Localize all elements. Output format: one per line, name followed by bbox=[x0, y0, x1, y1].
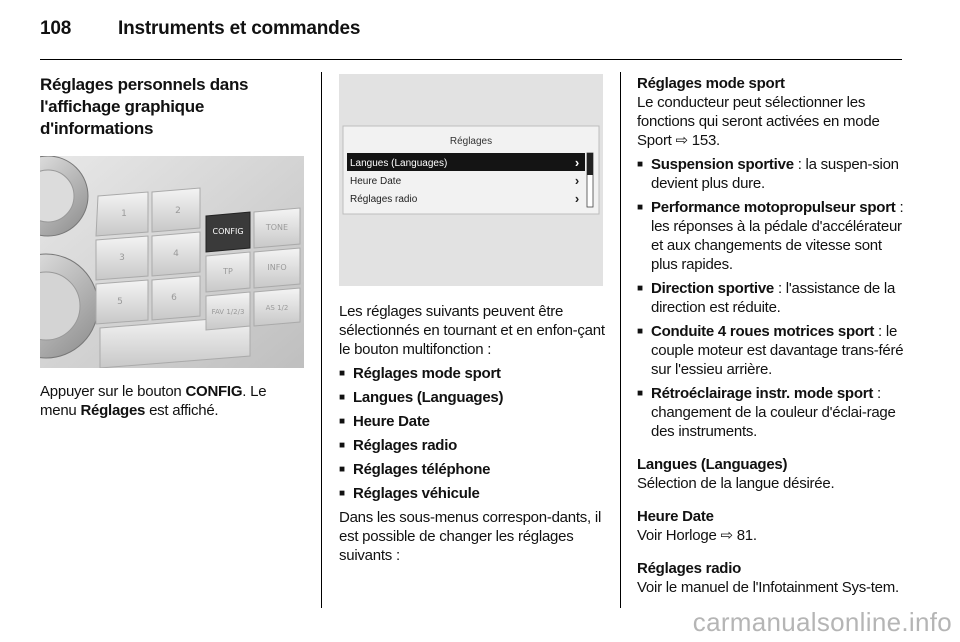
list-item: ■ Rétroéclairage instr. mode sport : changement de la couleur d'éclai-rage des instruments. bbox=[637, 384, 905, 441]
section-title bbox=[40, 74, 306, 140]
langues-section bbox=[637, 455, 905, 493]
heure-section bbox=[637, 507, 905, 545]
radio-text: Voir le manuel de l'Infotainment Sys-tem. bbox=[637, 579, 899, 596]
list-item: ■ Suspension sportive : la suspen-sion devient plus dure. bbox=[637, 155, 905, 193]
config-term: CONFIG bbox=[185, 383, 243, 400]
list-item: ■ Conduite 4 roues motrices sport : le couple moteur est davantage trans-féré sur l'essieu arrière. bbox=[637, 322, 905, 379]
preset-button-1 bbox=[96, 192, 148, 236]
tp-button bbox=[206, 252, 250, 292]
list-item: ■ Réglages mode sport bbox=[339, 364, 607, 383]
col2-intro: Les réglages suivants peuvent être sélectionnés en tournant et en enfon-çant le bouton multifonction : bbox=[339, 303, 605, 358]
langues-text: Sélection de la langue désirée. bbox=[637, 475, 835, 492]
svg-text:›: › bbox=[574, 173, 580, 188]
svg-text:FAV 1/2/3: FAV 1/2/3 bbox=[211, 308, 245, 316]
svg-text:6: 6 bbox=[171, 293, 177, 303]
chapter-title: Instruments et commandes bbox=[118, 18, 361, 39]
sport-title: Réglages mode sport bbox=[637, 75, 785, 92]
screen-scrollbar bbox=[587, 153, 593, 207]
list-item: ■ Réglages véhicule bbox=[339, 484, 607, 503]
svg-text:3: 3 bbox=[119, 253, 125, 263]
config-button bbox=[206, 212, 250, 252]
section-title-line-1: Réglages personnels dans bbox=[40, 75, 249, 94]
column-1 bbox=[40, 74, 306, 420]
preset-button-3 bbox=[96, 236, 148, 280]
reglages-term: Réglages bbox=[80, 402, 146, 419]
header-rule bbox=[40, 59, 902, 60]
list-item: ■ Réglages téléphone bbox=[339, 460, 607, 479]
preset-button-6 bbox=[152, 276, 200, 320]
heure-text: Voir Horloge ⇨ 81. bbox=[637, 527, 757, 544]
svg-text:Heure Date: Heure Date bbox=[350, 176, 402, 187]
svg-text:›: › bbox=[574, 191, 580, 206]
svg-text:CONFIG: CONFIG bbox=[212, 227, 244, 236]
column-2 bbox=[339, 74, 607, 565]
section-title-line-3: d'informations bbox=[40, 119, 154, 138]
as-button bbox=[254, 288, 300, 326]
svg-text:TONE: TONE bbox=[265, 223, 289, 232]
column-divider-2 bbox=[620, 72, 621, 608]
svg-text:5: 5 bbox=[117, 297, 123, 307]
list-item: ■ Heure Date bbox=[339, 412, 607, 431]
svg-text:TP: TP bbox=[223, 267, 233, 276]
svg-text:1: 1 bbox=[121, 209, 127, 219]
svg-text:Langues (Languages): Langues (Languages) bbox=[350, 158, 448, 169]
control-panel-illustration bbox=[40, 156, 304, 368]
list-item: ■ Direction sportive : l'assistance de la direction est réduite. bbox=[637, 279, 905, 317]
watermark: carmanualsonline.info bbox=[692, 607, 952, 637]
heure-title: Heure Date bbox=[637, 508, 714, 525]
sport-text: Le conducteur peut sélectionner les fonctions qui seront activées en mode Sport ⇨ 153. bbox=[637, 94, 880, 149]
list-item: ■ Réglages radio bbox=[339, 436, 607, 455]
screen-item-languages bbox=[347, 153, 585, 171]
page-ref-icon: ⇨ bbox=[675, 132, 688, 149]
fav-button bbox=[206, 292, 250, 330]
svg-text:INFO: INFO bbox=[267, 263, 287, 272]
preset-button-5 bbox=[96, 280, 148, 324]
tone-button bbox=[254, 208, 300, 248]
intro-paragraph: Appuyer sur le bouton CONFIG. Le menu Réglages est affiché. bbox=[40, 383, 267, 419]
svg-text:AS 1/2: AS 1/2 bbox=[265, 304, 289, 312]
radio-title: Réglages radio bbox=[637, 560, 742, 577]
svg-text:4: 4 bbox=[173, 249, 179, 259]
list-item: ■ Langues (Languages) bbox=[339, 388, 607, 407]
info-button bbox=[254, 248, 300, 288]
column-3 bbox=[637, 74, 905, 597]
langues-title: Langues (Languages) bbox=[637, 456, 788, 473]
svg-text:Réglages radio: Réglages radio bbox=[350, 194, 418, 205]
list-item: ■ Performance motopropulseur sport : les réponses à la pédale d'accélérateur et aux changements de vitesse sont plus rapides. bbox=[637, 198, 905, 274]
col2-outro: Dans les sous-menus correspon-dants, il est possible de changer les réglages suivants : bbox=[339, 509, 602, 564]
control-panel-photo bbox=[40, 156, 304, 368]
page-number: 108 bbox=[40, 18, 72, 39]
svg-text:›: › bbox=[574, 155, 580, 170]
column-divider-1 bbox=[321, 72, 322, 608]
sport-options-list bbox=[637, 155, 905, 441]
preset-button-2 bbox=[152, 188, 200, 232]
preset-button-4 bbox=[152, 232, 200, 276]
sport-section bbox=[637, 74, 905, 441]
page-header bbox=[40, 18, 360, 40]
display-screen-illustration bbox=[339, 74, 603, 286]
screen-title: Réglages bbox=[449, 136, 493, 147]
settings-list bbox=[339, 364, 607, 503]
page-ref-icon: ⇨ bbox=[720, 527, 733, 544]
section-title-line-2: l'affichage graphique bbox=[40, 97, 204, 116]
radio-section bbox=[637, 559, 905, 597]
svg-text:2: 2 bbox=[175, 206, 181, 216]
